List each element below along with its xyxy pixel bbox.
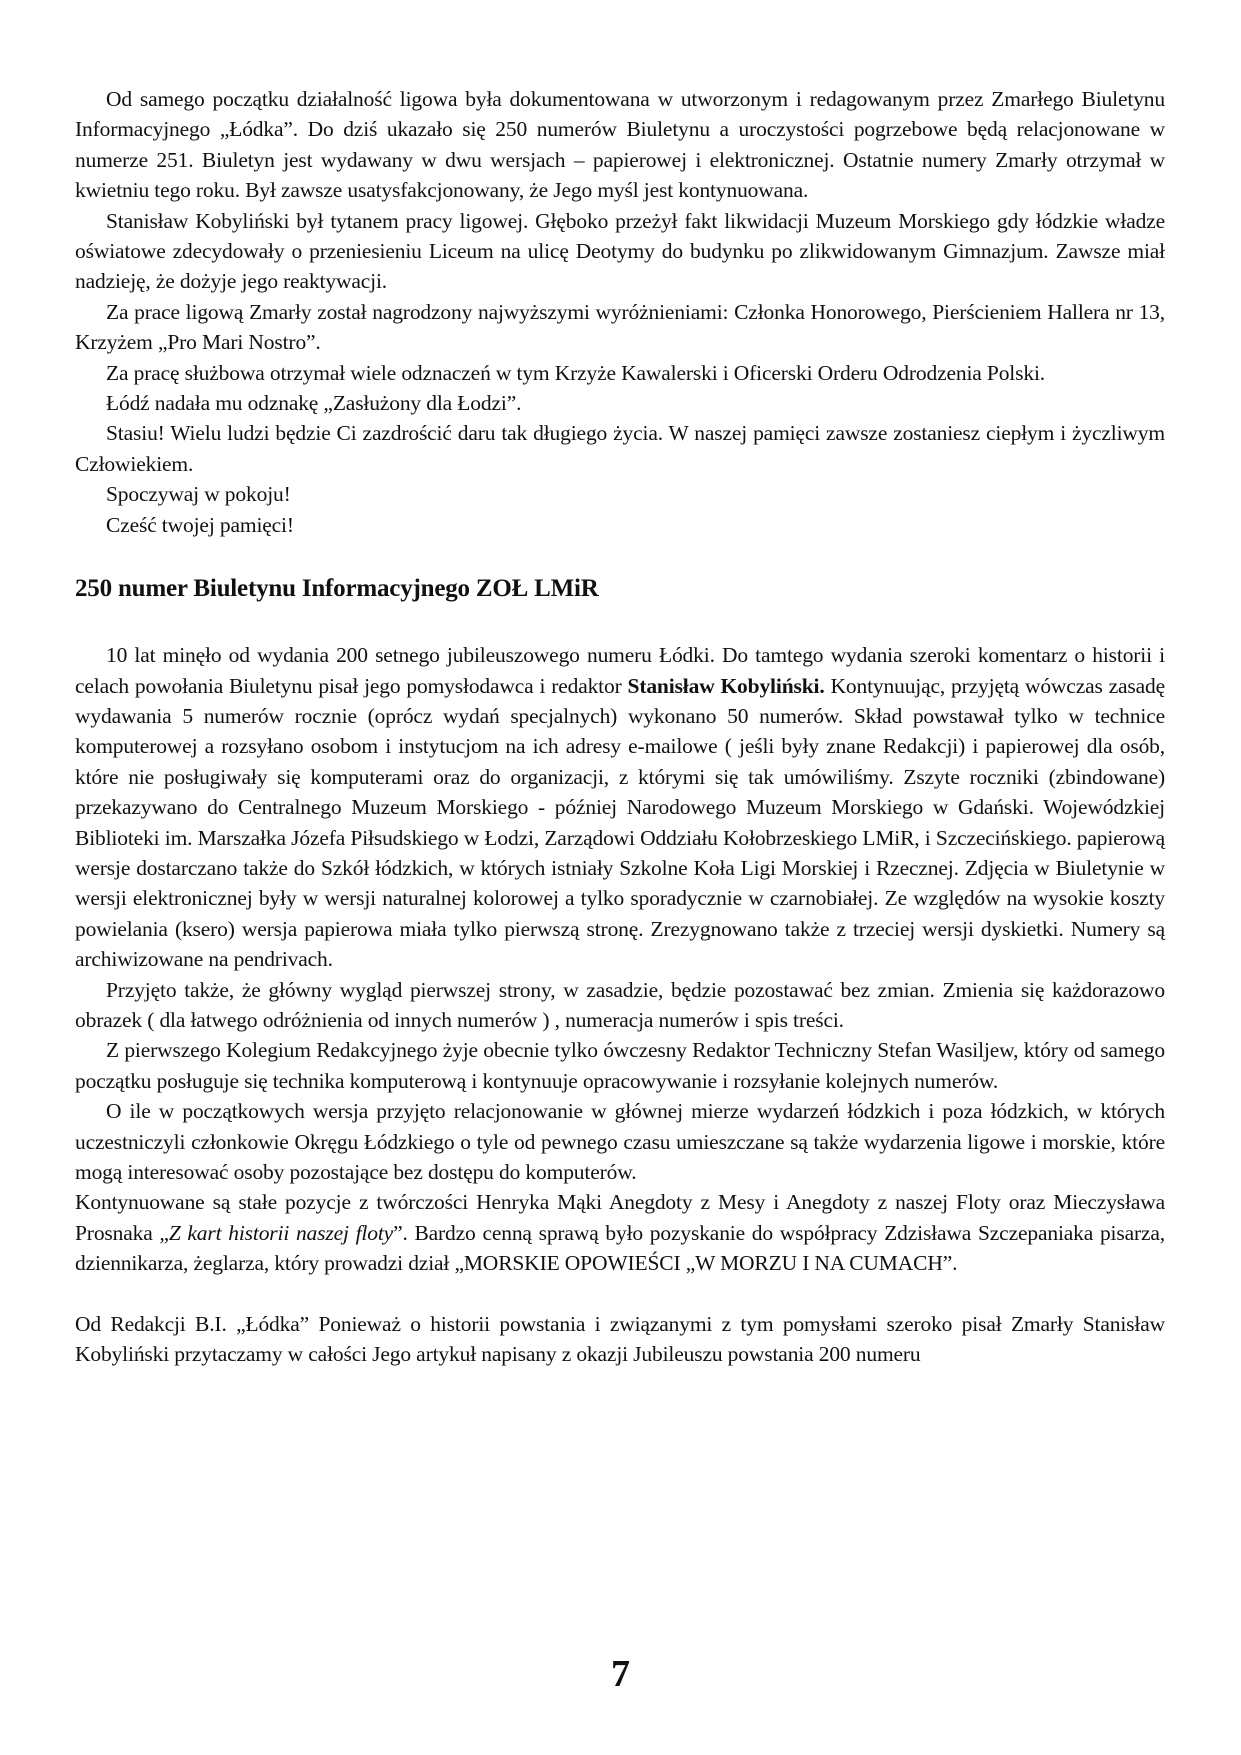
paragraph-anniversary bbox=[75, 640, 1165, 974]
page-number: 7 bbox=[611, 1653, 630, 1695]
paragraph-farewell: Stasiu! Wielu ludzi będzie Ci zazdrościć daru tak długiego życia. W naszej pamięci zawsze zostaniesz ciepłym i życzliwym Człowiekiem. bbox=[75, 421, 1165, 476]
paragraph-awards-league: Za prace ligową Zmarły został nagrodzony najwyższymi wyróżnieniami: Członka Honorowego, Pierścieniem Hallera nr 13, Krzyżem „Pro Mari Nostro”. bbox=[75, 299, 1165, 355]
text-run: Kontynuując, przyjętą wówczas zasadę wydawania 5 numerów rocznie (oprócz wydań specjalnych) wykonano 50 numerów. Skład powstawał tylko w technice komputerowej a rozsyłano osobom i instytucjom na ich adresy e-mailowe ( jeśli były znane Redakcji) i papierowej dla osób, które nie posługiwały się komputerami oraz do organizacji, z którymi się tak umówiliśmy. Zszyte roczniki (zbindowane) przekazywano do Centralnego Muzeum Morskiego - później Narodowego Muzeum Morskiego w Gdański. Wojewódzkiej Biblioteki im. Marszałka Józefa Piłsudskiego w Łodzi, Zarządowi Oddziału Kołobrzeskiego LMiR, i Szczecińskiego. papierową wersje dostarczano także do Szkół łódzkich, w których istniały Szkolne Koła Ligi Morskiej i Rzecznej. Zdjęcia w Biuletynie w wersji elektronicznej były w wersji naturalnej kolorowej a tylko sporadycznie w czarnobiałej. Ze względów na wysokie koszty powielania (ksero) wersja papierowa miała tylko pierwszą stronę. Zrezygnowano także z trzeciej wersji dyskietki. Numery są archiwizowane na pendrivach. bbox=[75, 673, 1165, 972]
paragraph-honor-memory: Cześć twojej pamięci! bbox=[106, 512, 294, 537]
paragraph-awards-service: Za pracę służbowa otrzymał wiele odznaczeń w tym Krzyże Kawalerski i Oficerski Orderu Odrodzenia Polski. bbox=[106, 360, 1045, 385]
spacer bbox=[75, 1279, 1165, 1309]
text-run: 10 lat minęło od wydania 200 setnego jubileuszowego numeru Łódki. Do tamtego wydania szeroki komentarz o historii i celach powołania Biuletynu pisał jego pomysłodawca i redaktor bbox=[75, 643, 1165, 698]
column-title: Z kart historii naszej floty bbox=[168, 1220, 394, 1245]
paragraph-rest-in-peace: Spoczywaj w pokoju! bbox=[106, 482, 291, 507]
obituary-section bbox=[75, 84, 1165, 540]
paragraph-front-page: Przyjęto także, że główny wygląd pierwszej strony, w zasadzie, będzie pozostawać bez zmian. Zmienia się każdorazowo obrazek ( dla łatwego odróżnienia od innych numerów ) , numeracja numerów i spis treści. bbox=[75, 977, 1165, 1032]
paragraph-museum: Stanisław Kobyliński był tytanem pracy ligowej. Głęboko przeżył fakt likwidacji Muzeum Morskiego gdy łódzkie władze oświatowe zdecydowały o przeniesieniu Liceum na ulicę Deotymy do budynku po zlikwidowanym Gimnazjum. Zawsze miał nadzieję, że dożyje jego reaktywacji. bbox=[75, 208, 1165, 294]
paragraph-regular-columns bbox=[75, 1187, 1165, 1278]
editor-name: Stanisław Kobyliński. bbox=[627, 673, 825, 698]
editorial-note: Od Redakcji B.I. „Łódka” Ponieważ o historii powstania i związanymi z tym pomysłami szeroko pisał Zmarły Stanisław Kobyliński przytaczamy w całości Jego artykuł napisany z okazji Jubileuszu powstania 200 numeru bbox=[75, 1311, 1165, 1367]
section-heading: 250 numer Biuletynu Informacyjnego ZOŁ LMiR bbox=[75, 575, 599, 603]
paragraph-documentation: Od samego początku działalność ligowa była dokumentowana w utworzonym i redagowanym przez Zmarłego Biuletynu Informacyjnego „Łódka”. Do dziś ukazało się 250 numerów Biuletynu a uroczystości pogrzebowe będą relacjonowane w numerze 251. Biuletyn jest wydawany w dwu wersjach – papierowej i elektronicznej. Ostatnie numery Zmarły otrzymał w kwietniu tego roku. Był zawsze usatysfakcjonowany, że Jego myśl jest kontynuowana. bbox=[75, 87, 1165, 203]
bulletin-section bbox=[75, 640, 1165, 1279]
paragraph-content-scope: O ile w początkowych wersja przyjęto relacjonowanie w głównej mierze wydarzeń łódzkich i poza łódzkich, w których uczestniczyli członkowie Okręgu Łódzkiego o tyle od pewnego czasu umieszczane są także wydarzenia ligowe i morskie, które mogą interesować osoby pozostające bez dostępu do komputerów. bbox=[75, 1099, 1165, 1184]
paragraph-lodz-badge: Łódź nadała mu odznakę „Zasłużony dla Łodzi”. bbox=[106, 391, 522, 416]
paragraph-editorial-board: Z pierwszego Kolegium Redakcyjnego żyje obecnie tylko ówczesny Redaktor Techniczny Stefan Wasiljew, który od samego początku posługuje się technika komputerową i kontynuuje opracowywanie i rozsyłanie kolejnych numerów. bbox=[75, 1038, 1165, 1093]
text-run: ”. Bardzo cenną sprawą było pozyskanie do współpracy Zdzisława Szczepaniaka pisarza, dziennikarza, żeglarza, który prowadzi dział „MORSKIE OPOWIEŚCI „W MORZU I NA CUMACH”. bbox=[75, 1220, 1166, 1276]
text-run: Kontynuowane są stałe pozycje z twórczości Henryka Mąki Anegdoty z Mesy i Anegdoty z naszej Floty oraz Mieczysława Prosnaka „ bbox=[75, 1190, 1165, 1245]
document-page bbox=[75, 84, 1165, 1369]
